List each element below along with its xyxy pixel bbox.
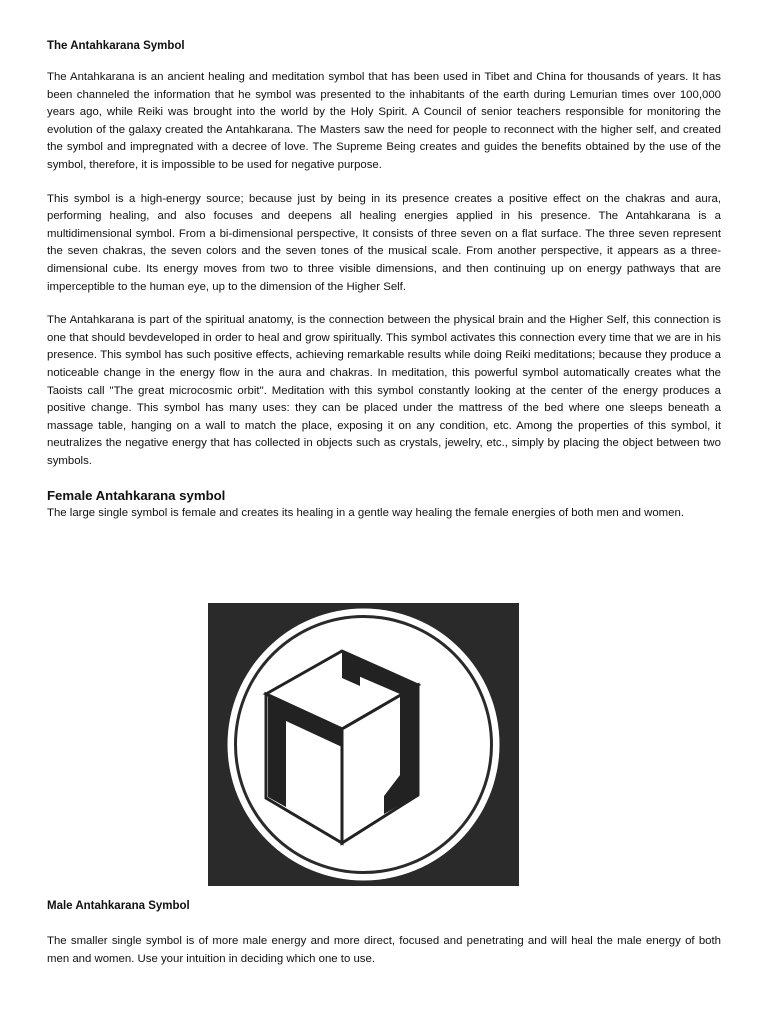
document-title: The Antahkarana Symbol	[47, 40, 185, 52]
female-symbol-text: The large single symbol is female and creates its healing in a gentle way healing the female energies of both men and women.	[47, 507, 684, 520]
paragraph-origin: The Antahkarana is an ancient healing and meditation symbol that has been used in Tibet and China for thousands of years. It has been channeled the information that he symbol was presented to the inhabitants of the earth during Lemurian times over 100,000 years ago, while Reiki was brought into the world by the Holy Spirit. A Council of senior teachers responsible for monitoring the evolution of the galaxy created the Antahkarana. The Masters saw the need for people to reconnect with the higher self, and created the symbol and impregnated with a decree of love. The Supreme Being creates and guides the benefits obtained by the use of the symbol, therefore, it is impossible to be used for negative purpose.	[47, 71, 721, 171]
male-section-heading-wrap	[47, 898, 721, 915]
paragraph-energy-source: This symbol is a high-energy source; because just by being in its presence creates a positive effect on the chakras and aura, performing healing, and also focuses and deepens all healing energies applied in his presence. The Antahkarana is a multidimensional symbol. From a bi-dimensional perspective, It consists of three seven on a flat surface. The three seven represent the seven chakras, the seven colors and the seven tones of the musical scale. From another perspective, it appears as a three-dimensional cube. Its energy moves from two to three visible dimensions, and then continuing up on energy pathways that are imperceptible to the human eye, up to the dimension of the Higher Self.	[47, 192, 721, 293]
male-symbol-heading: Male Antahkarana Symbol	[47, 900, 190, 912]
male-section-text-wrap	[47, 933, 721, 968]
female-symbol-heading: Female Antahkarana symbol	[47, 488, 226, 504]
antahkarana-symbol-figure	[208, 603, 519, 886]
cube-left-arm	[268, 696, 286, 807]
document-body	[47, 38, 721, 523]
antahkarana-cube-symbol-icon	[208, 603, 519, 886]
male-symbol-text: The smaller single symbol is of more male energy and more direct, focused and penetrating and will heal the male energy of both men and women. Use your intuition in deciding which one to use.	[47, 935, 721, 965]
paragraph-spiritual-anatomy: The Antahkarana is part of the spiritual anatomy, is the connection between the physical brain and the Higher Self, this connection is one that should bevdeveloped in order to heal and grow spiritually. This symbol activates this connection every time that we are in his presence. This symbol has such positive effects, achieving remarkable results while doing Reiki meditations; because they produce a noticeable change in the energy flow in the aura and chakras. In meditation, this powerful symbol automatically creates what the Taoists call "The great microcosmic orbit". Meditation with this symbol constantly looking at the center of the energy produces a positive change. This symbol has many uses: they can be placed under the mattress of the bed where one sleeps beneath a massage table, hanging on a wall to match the place, exposing it on any condition, etc. Among the properties of this symbol, it neutralizes the negative energy that has collected in objects such as crystals, jewelry, etc., simply by placing the object between two symbols.	[47, 314, 721, 467]
